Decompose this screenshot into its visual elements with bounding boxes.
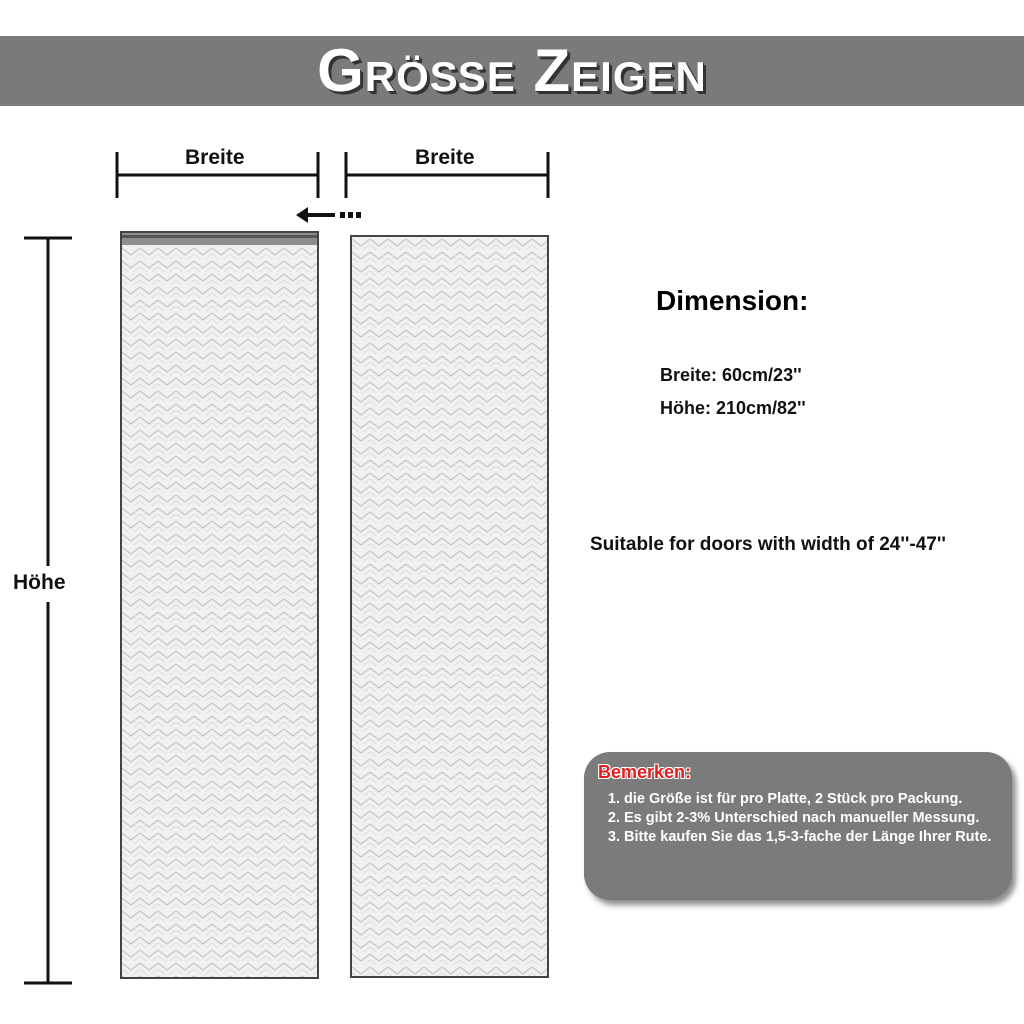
note-item: 3. Bitte kaufen Sie das 1,5-3-fache der Länge Ihrer Rute.	[624, 829, 998, 846]
herringbone-pattern-left	[122, 233, 319, 979]
page-title: Größe Zeigen	[317, 37, 707, 104]
dimension-title: Dimension:	[656, 285, 809, 316]
notes-list	[598, 791, 998, 846]
dimension-height: Höhe: 210cm/82''	[660, 398, 806, 418]
width-label-left: Breite	[185, 146, 245, 169]
note-item: 1. die Größe ist für pro Platte, 2 Stück pro Packung.	[624, 791, 998, 808]
notes-box	[584, 752, 1012, 900]
width-label-right: Breite	[415, 146, 475, 169]
note-item: 2. Es gibt 2-3% Unterschied nach manueller Messung.	[624, 810, 998, 827]
slide-arrow-icon	[296, 207, 361, 223]
height-dimension	[24, 238, 72, 983]
curtain-panel-right	[350, 235, 549, 978]
notes-title: Bemerken:	[598, 762, 692, 782]
suitable-note: Suitable for doors with width of 24''-47''	[590, 534, 946, 555]
dimension-width: Breite: 60cm/23''	[660, 365, 802, 385]
curtain-panel-left	[120, 231, 319, 979]
herringbone-pattern-right	[352, 237, 549, 978]
height-label: Höhe	[13, 571, 66, 594]
